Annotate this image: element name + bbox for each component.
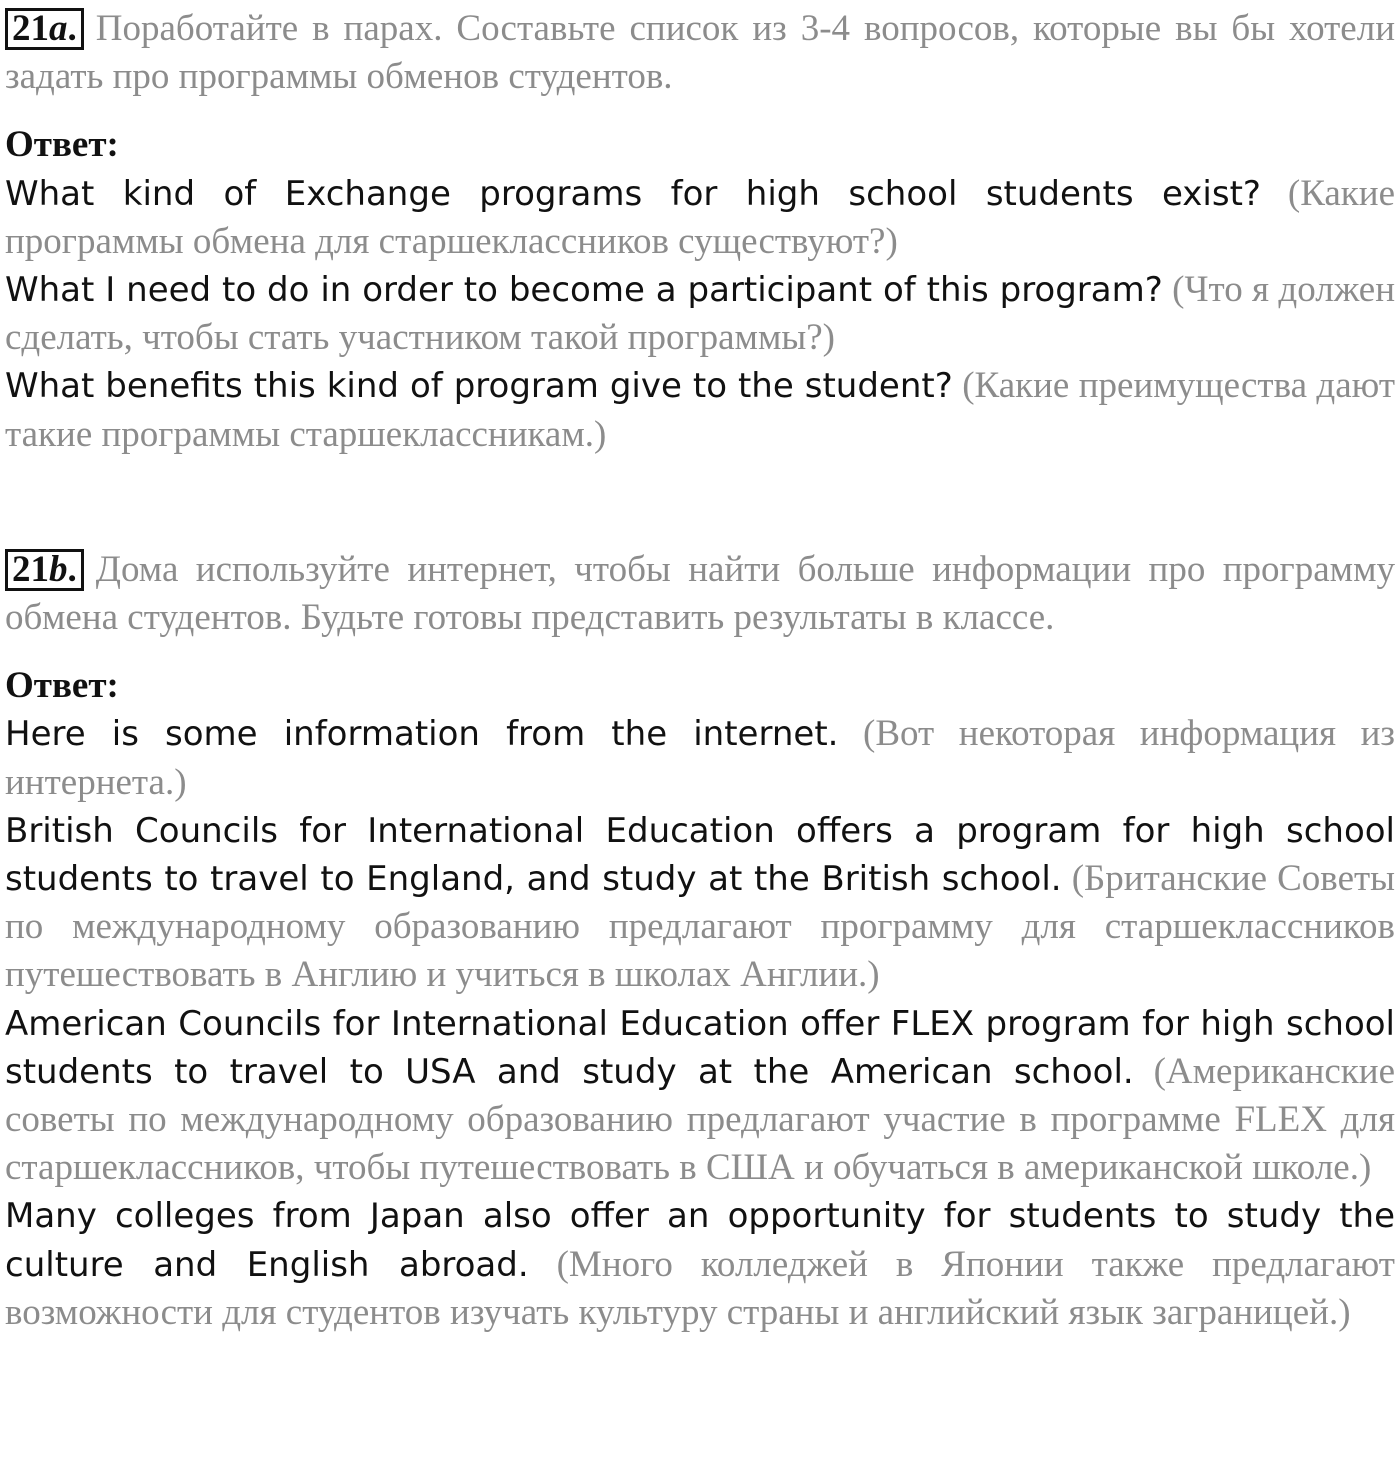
answer-english: What kind of Exchange programs for high school students exist? xyxy=(5,173,1261,214)
task-21a-dot: . xyxy=(67,8,77,49)
task-21b-dot: . xyxy=(67,548,77,590)
answer-english: What I need to do in order to become a participant of this program? xyxy=(5,270,1163,311)
answer-english: American Councils for International Education offer FLEX program for high school students to travel to USA and study at the American school. xyxy=(5,1003,1395,1092)
answer-russian: (Американские советы по международному образованию предлагают участие в программе FLEX для старшеклассников, чтобы путешествовать в США и обучаться в американской школе.) xyxy=(5,1050,1396,1189)
task-21b-answer-heading: Ответ: xyxy=(5,665,119,707)
task-21a-answer-item xyxy=(5,362,1395,458)
task-21b-letter: b xyxy=(49,548,68,590)
answer-russian: (Много колледжей в Японии также предлагают возможности для студентов изучать культуру страны и английский язык заграницей.) xyxy=(5,1243,1395,1333)
task-21a-answer-item xyxy=(5,266,1395,362)
answer-russian: (Британские Советы по международному образованию предлагают программу для старшеклассников путешествовать в Англию и учиться в школах Англии.) xyxy=(5,858,1396,996)
task-21b-answer-item xyxy=(5,1192,1395,1337)
answer-english: British Councils for International Education offers a program for high school students to travel to England, and study at the British school. xyxy=(5,810,1395,900)
task-21a-letter: a xyxy=(49,8,68,49)
task-21a-instruction: Поработайте в парах. Составьте список из 3-4 вопросов, которые вы бы хотели задать про программы обменов студентов. xyxy=(5,8,1395,98)
task-21a-prompt xyxy=(5,5,1395,101)
task-21b-answer-item xyxy=(5,807,1395,1000)
answer-russian: (Вот некоторая информация из интернета.) xyxy=(5,713,1396,803)
task-21a-answer-item xyxy=(5,170,1395,266)
task-21a-number: 21 xyxy=(12,8,49,49)
answer-russian: (Какие преимущества дают такие программы старшеклассникам.) xyxy=(5,365,1395,455)
section-spacer xyxy=(5,459,1395,546)
task-21b-instruction: Дома используйте интернет, чтобы найти больше информации про программу обмена студентов. Будьте готовы представить результаты в классе. xyxy=(5,548,1395,639)
answer-english: Here is some information from the internet. xyxy=(5,714,839,755)
answer-russian: (Что я должен сделать, чтобы стать участником такой программы?) xyxy=(5,269,1395,359)
answer-english: What benefits this kind of program give to the student? xyxy=(5,366,953,407)
task-21a-label xyxy=(5,8,84,50)
answer-english: Many colleges from Japan also offer an opportunity for students to study the culture and English abroad. xyxy=(5,1196,1395,1285)
task-21b-prompt xyxy=(5,546,1395,642)
task-21b-answer-item xyxy=(5,1000,1395,1193)
task-21a-answer-heading: Ответ: xyxy=(5,124,119,166)
answer-russian: (Какие программы обмена для старшеклассников существуют?) xyxy=(5,172,1396,262)
textbook-page xyxy=(5,0,1395,1337)
task-21b-answer-item xyxy=(5,710,1395,806)
task-21b-label xyxy=(5,549,84,591)
task-21b-number: 21 xyxy=(12,548,49,590)
